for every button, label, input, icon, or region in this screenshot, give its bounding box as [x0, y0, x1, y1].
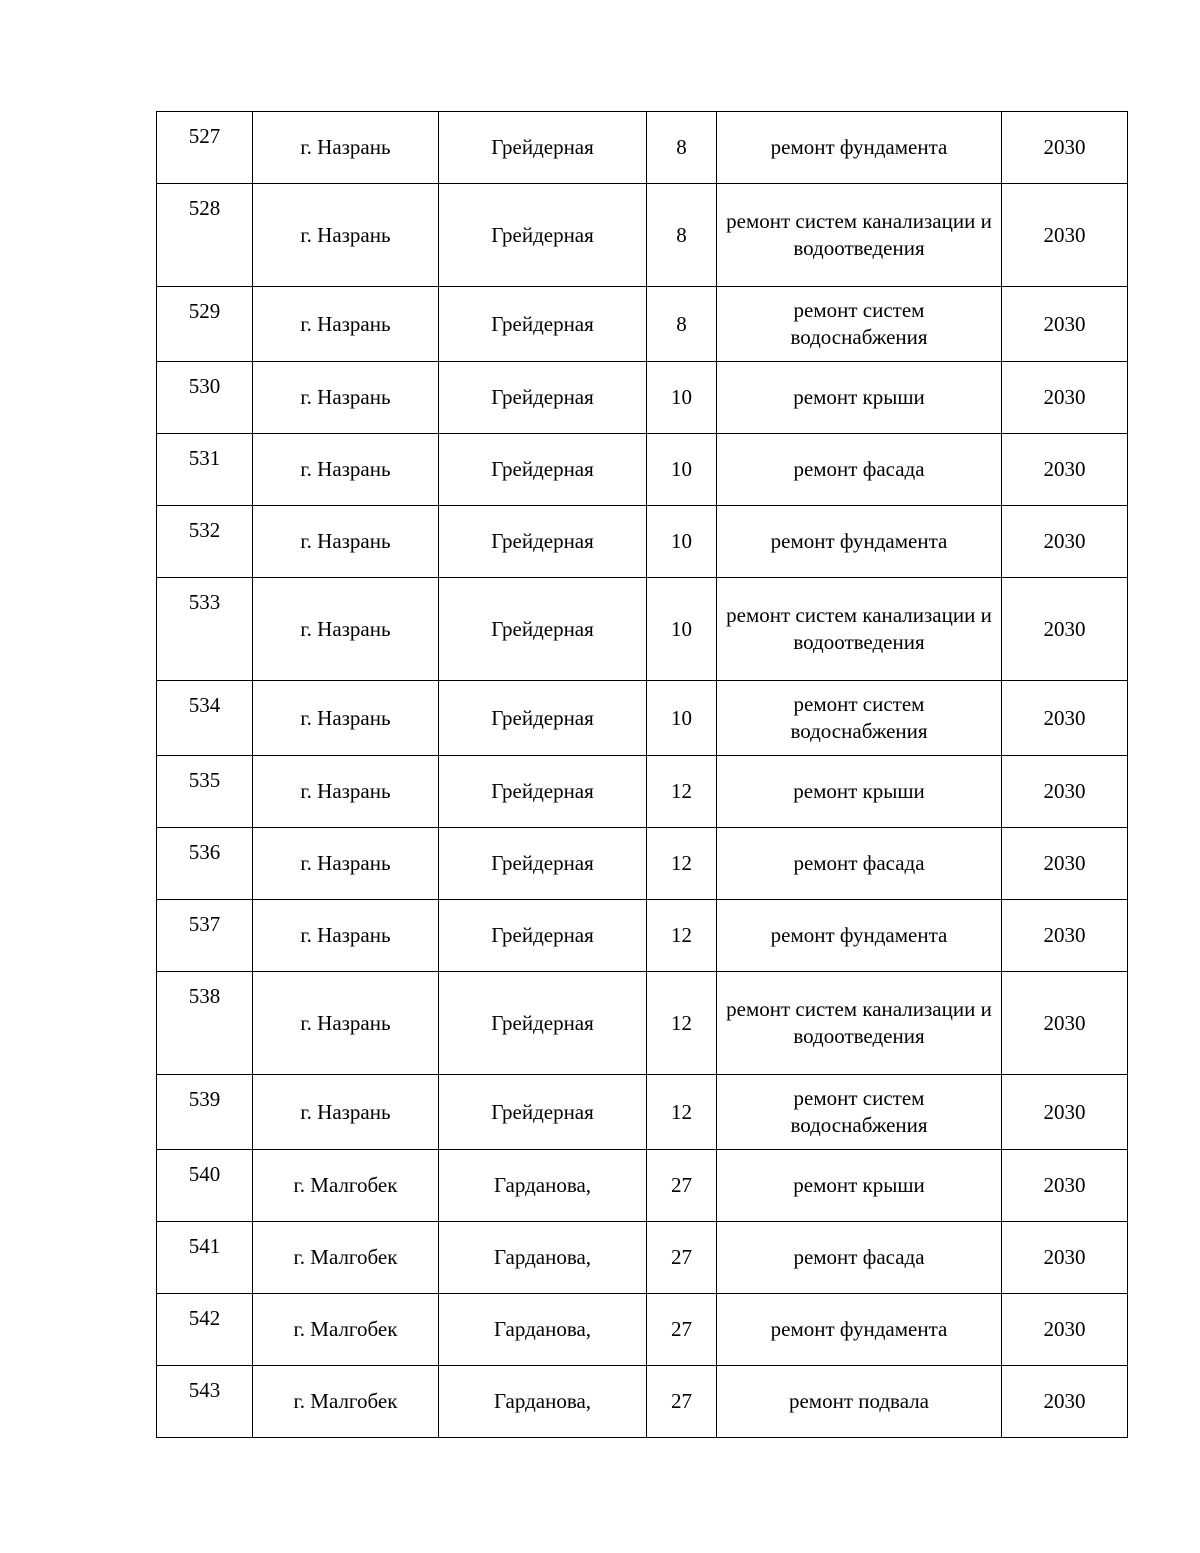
work-type-cell: ремонт систем канализации и водоотведения [717, 972, 1002, 1075]
year-cell: 2030 [1002, 112, 1128, 184]
table-row [157, 578, 1128, 681]
table-row [157, 362, 1128, 434]
year-cell: 2030 [1002, 828, 1128, 900]
street-cell: Грейдерная [439, 1075, 647, 1150]
year-cell: 2030 [1002, 287, 1128, 362]
year-cell: 2030 [1002, 1294, 1128, 1366]
table-row [157, 1150, 1128, 1222]
house-number-cell: 27 [647, 1366, 717, 1438]
work-type-cell: ремонт фасада [717, 434, 1002, 506]
work-type-cell: ремонт крыши [717, 756, 1002, 828]
row-number: 530 [157, 362, 253, 434]
city-cell: г. Малгобек [253, 1150, 439, 1222]
table-row [157, 506, 1128, 578]
street-cell: Гарданова, [439, 1222, 647, 1294]
city-cell: г. Назрань [253, 434, 439, 506]
work-type-cell: ремонт систем водоснабжения [717, 681, 1002, 756]
city-cell: г. Назрань [253, 756, 439, 828]
house-number-cell: 12 [647, 756, 717, 828]
house-number-cell: 12 [647, 900, 717, 972]
row-number: 534 [157, 681, 253, 756]
work-type-cell: ремонт крыши [717, 362, 1002, 434]
year-cell: 2030 [1002, 1150, 1128, 1222]
house-number-cell: 10 [647, 434, 717, 506]
city-cell: г. Назрань [253, 184, 439, 287]
table-row [157, 184, 1128, 287]
city-cell: г. Малгобек [253, 1222, 439, 1294]
row-number: 537 [157, 900, 253, 972]
city-cell: г. Малгобек [253, 1294, 439, 1366]
city-cell: г. Назрань [253, 578, 439, 681]
street-cell: Грейдерная [439, 900, 647, 972]
row-number: 543 [157, 1366, 253, 1438]
row-number: 542 [157, 1294, 253, 1366]
house-number-cell: 10 [647, 578, 717, 681]
table-row [157, 828, 1128, 900]
year-cell: 2030 [1002, 1366, 1128, 1438]
year-cell: 2030 [1002, 434, 1128, 506]
work-type-cell: ремонт крыши [717, 1150, 1002, 1222]
year-cell: 2030 [1002, 506, 1128, 578]
work-type-cell: ремонт систем водоснабжения [717, 1075, 1002, 1150]
table-row [157, 434, 1128, 506]
street-cell: Гарданова, [439, 1294, 647, 1366]
work-type-cell: ремонт систем канализации и водоотведения [717, 578, 1002, 681]
street-cell: Гарданова, [439, 1150, 647, 1222]
year-cell: 2030 [1002, 184, 1128, 287]
table-row [157, 756, 1128, 828]
city-cell: г. Назрань [253, 362, 439, 434]
city-cell: г. Назрань [253, 900, 439, 972]
city-cell: г. Назрань [253, 112, 439, 184]
work-type-cell: ремонт фундамента [717, 112, 1002, 184]
street-cell: Грейдерная [439, 184, 647, 287]
table-row [157, 972, 1128, 1075]
city-cell: г. Назрань [253, 1075, 439, 1150]
year-cell: 2030 [1002, 578, 1128, 681]
house-number-cell: 8 [647, 287, 717, 362]
street-cell: Грейдерная [439, 287, 647, 362]
table-row [157, 1366, 1128, 1438]
row-number: 536 [157, 828, 253, 900]
table-row [157, 112, 1128, 184]
row-number: 539 [157, 1075, 253, 1150]
city-cell: г. Назрань [253, 506, 439, 578]
house-number-cell: 8 [647, 184, 717, 287]
city-cell: г. Назрань [253, 681, 439, 756]
street-cell: Грейдерная [439, 362, 647, 434]
row-number: 532 [157, 506, 253, 578]
city-cell: г. Назрань [253, 828, 439, 900]
street-cell: Грейдерная [439, 756, 647, 828]
year-cell: 2030 [1002, 900, 1128, 972]
work-type-cell: ремонт фасада [717, 1222, 1002, 1294]
street-cell: Грейдерная [439, 112, 647, 184]
row-number: 527 [157, 112, 253, 184]
house-number-cell: 27 [647, 1294, 717, 1366]
row-number: 538 [157, 972, 253, 1075]
work-type-cell: ремонт фундамента [717, 900, 1002, 972]
work-type-cell: ремонт фасада [717, 828, 1002, 900]
house-number-cell: 12 [647, 972, 717, 1075]
row-number: 529 [157, 287, 253, 362]
city-cell: г. Назрань [253, 287, 439, 362]
house-number-cell: 12 [647, 1075, 717, 1150]
year-cell: 2030 [1002, 362, 1128, 434]
house-number-cell: 10 [647, 506, 717, 578]
house-number-cell: 27 [647, 1150, 717, 1222]
work-type-cell: ремонт систем канализации и водоотведения [717, 184, 1002, 287]
street-cell: Грейдерная [439, 972, 647, 1075]
table-row [157, 900, 1128, 972]
work-type-cell: ремонт систем водоснабжения [717, 287, 1002, 362]
street-cell: Грейдерная [439, 578, 647, 681]
table-row [157, 1294, 1128, 1366]
row-number: 528 [157, 184, 253, 287]
street-cell: Грейдерная [439, 828, 647, 900]
table-row [157, 1222, 1128, 1294]
house-number-cell: 8 [647, 112, 717, 184]
street-cell: Гарданова, [439, 1366, 647, 1438]
house-number-cell: 10 [647, 362, 717, 434]
year-cell: 2030 [1002, 972, 1128, 1075]
table-row [157, 1075, 1128, 1150]
street-cell: Грейдерная [439, 434, 647, 506]
street-cell: Грейдерная [439, 681, 647, 756]
work-type-cell: ремонт фундамента [717, 506, 1002, 578]
year-cell: 2030 [1002, 681, 1128, 756]
work-type-cell: ремонт подвала [717, 1366, 1002, 1438]
work-type-cell: ремонт фундамента [717, 1294, 1002, 1366]
repair-schedule-table [156, 111, 1128, 1438]
table-row [157, 287, 1128, 362]
house-number-cell: 12 [647, 828, 717, 900]
row-number: 533 [157, 578, 253, 681]
house-number-cell: 10 [647, 681, 717, 756]
row-number: 540 [157, 1150, 253, 1222]
row-number: 541 [157, 1222, 253, 1294]
table-row [157, 681, 1128, 756]
street-cell: Грейдерная [439, 506, 647, 578]
year-cell: 2030 [1002, 1222, 1128, 1294]
year-cell: 2030 [1002, 1075, 1128, 1150]
row-number: 531 [157, 434, 253, 506]
house-number-cell: 27 [647, 1222, 717, 1294]
city-cell: г. Назрань [253, 972, 439, 1075]
year-cell: 2030 [1002, 756, 1128, 828]
row-number: 535 [157, 756, 253, 828]
city-cell: г. Малгобек [253, 1366, 439, 1438]
